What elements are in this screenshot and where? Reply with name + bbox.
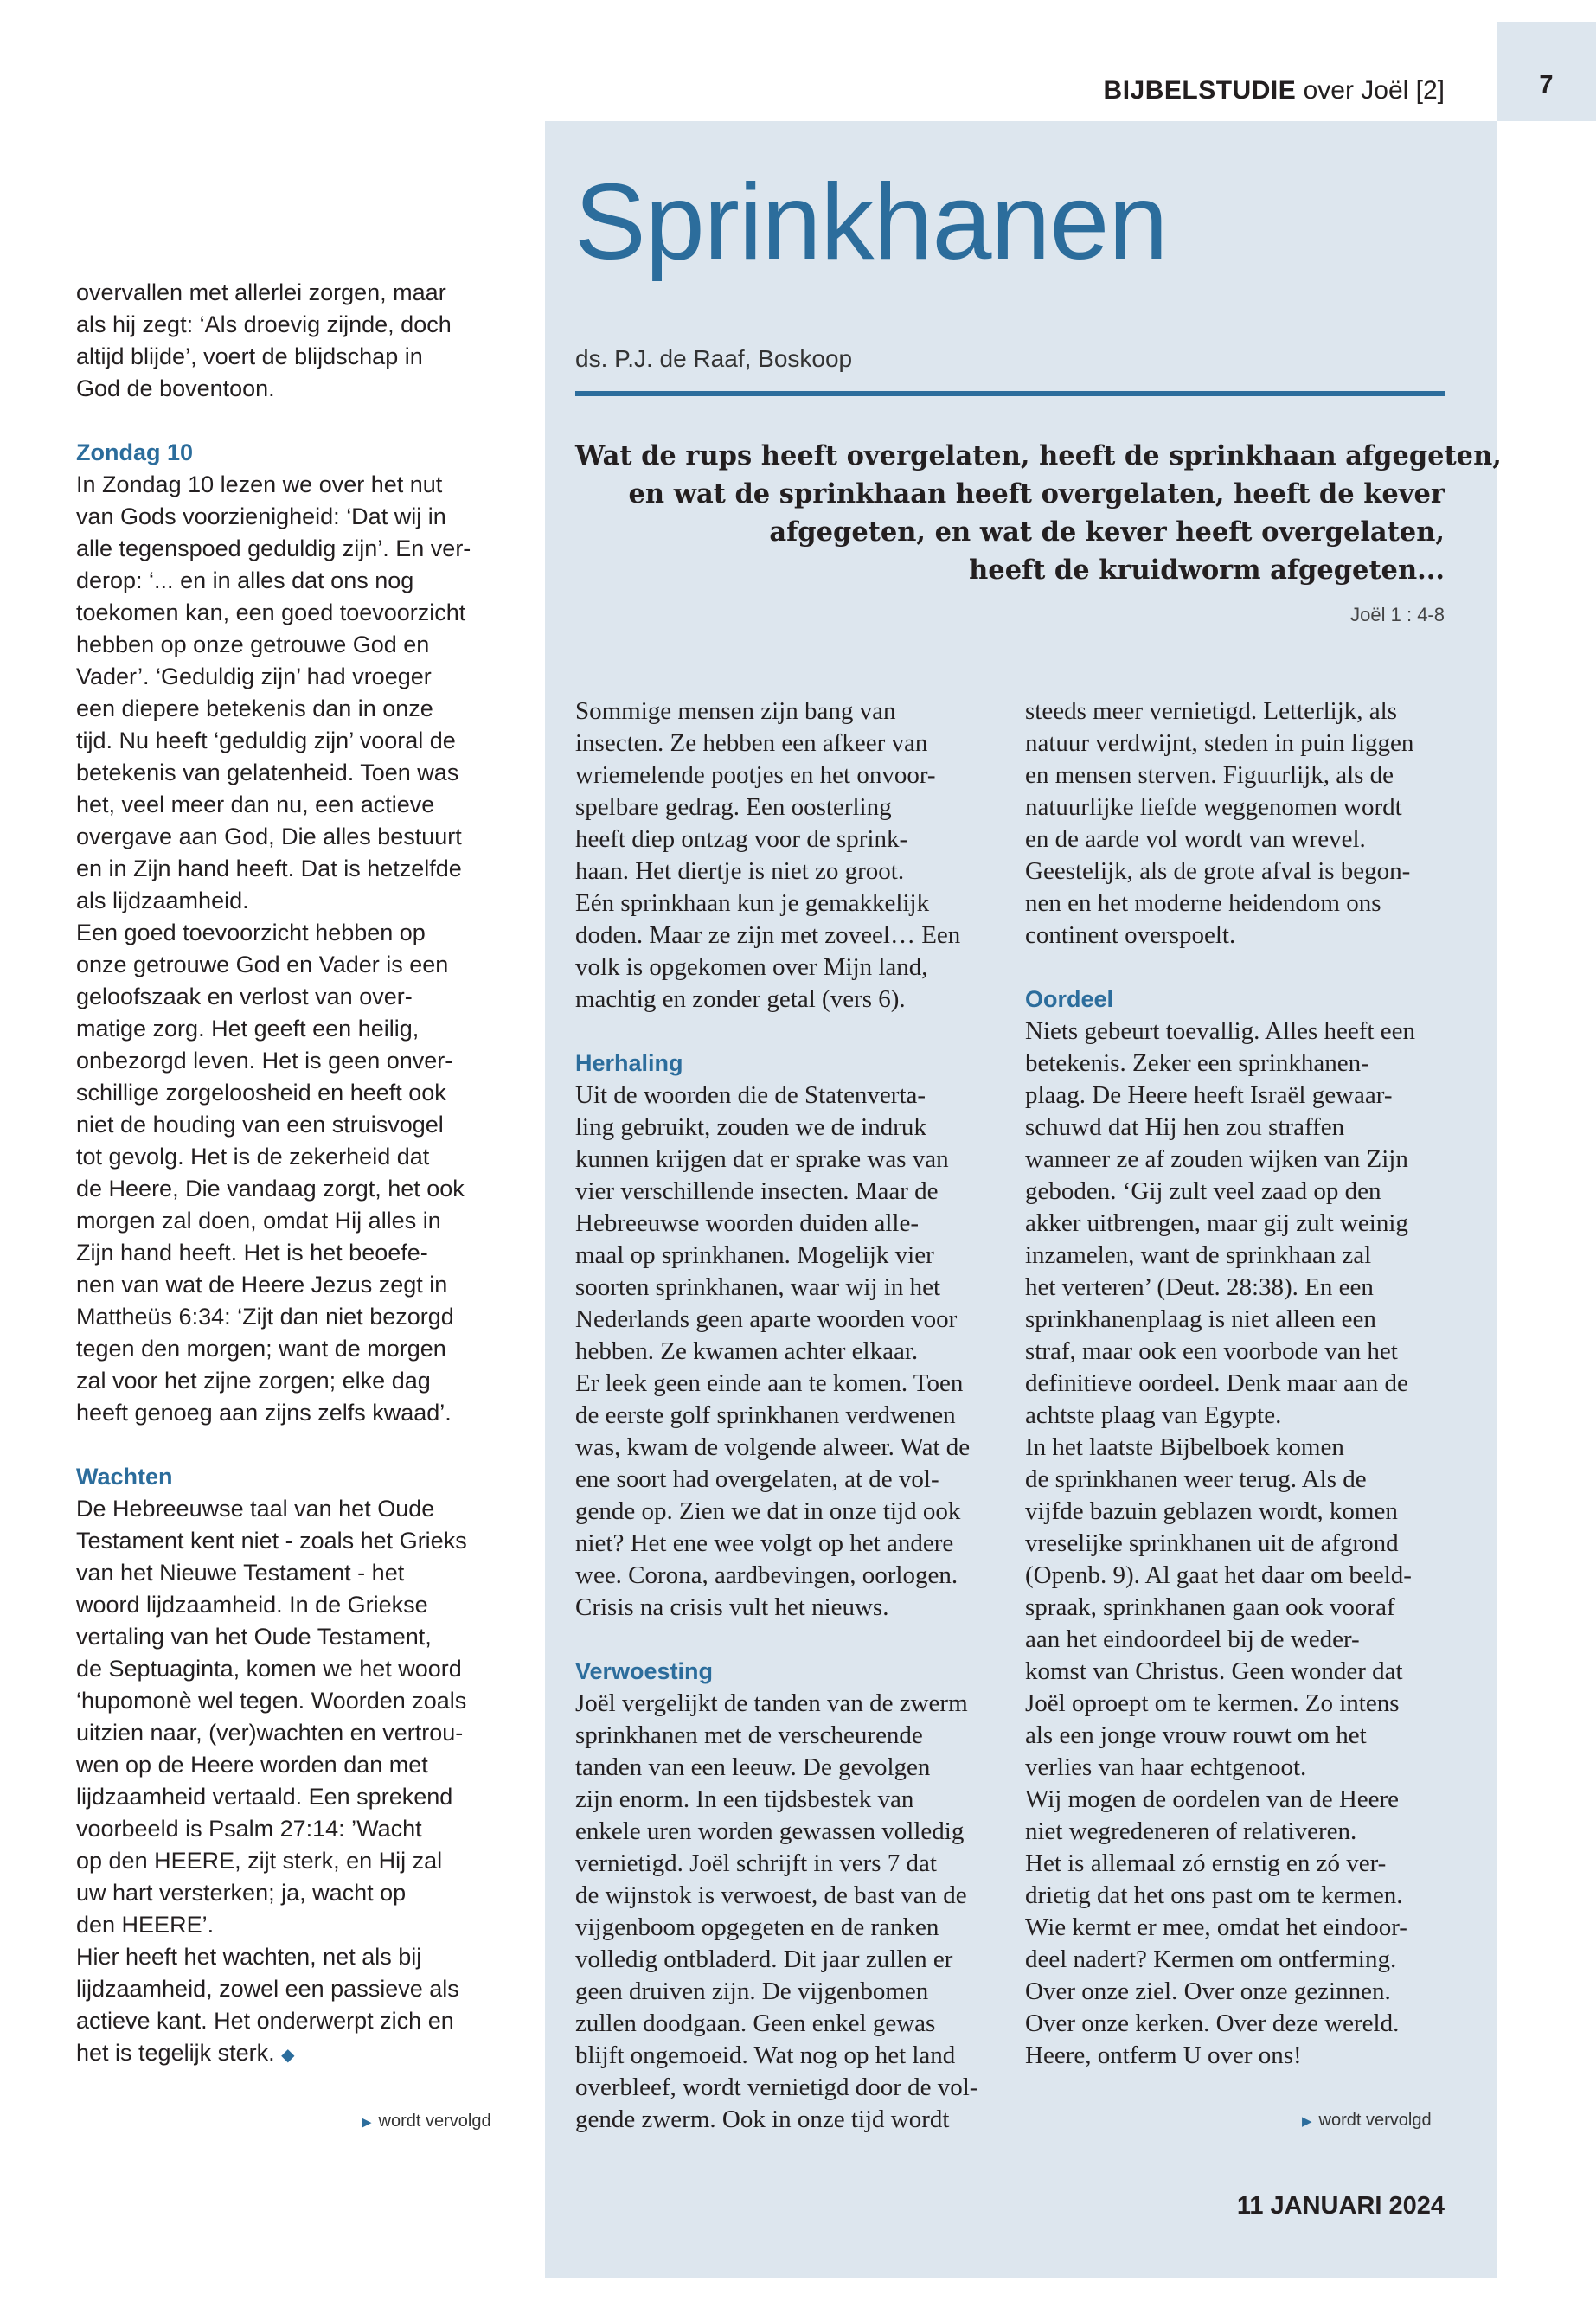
section-heading: Wachten — [76, 1464, 173, 1490]
text-line — [1025, 1752, 1449, 1784]
text-line — [76, 501, 517, 533]
right-column — [1025, 695, 1449, 2072]
text-line-content: vijgenboom opgegeten en de ranken — [575, 1913, 939, 1941]
text-line-content: Joël oproept om te kermen. Zo intens — [1025, 1689, 1400, 1717]
text-line-content: Uit de woorden die de Statenverta- — [575, 1081, 926, 1109]
text-line-content: heeft genoeg aan zijns zelfs kwaad’. — [76, 1400, 452, 1426]
text-line — [1025, 2008, 1449, 2040]
text-line-content: de eerste golf sprinkhanen verdwenen — [575, 1401, 956, 1429]
text-line — [76, 789, 517, 821]
text-line-content: derop: ‘... en in alles dat ons nog — [76, 567, 414, 593]
title-rule — [575, 391, 1445, 396]
text-line-content: deel nadert? Kermen om ontferming. — [1025, 1945, 1397, 1973]
text-line-content: Een goed toevoorzicht hebben op — [76, 920, 426, 945]
article-title: Sprinkhanen — [574, 163, 1168, 282]
text-line-content: Heere, ontferm U over ons! — [1025, 2041, 1302, 2069]
text-line — [1025, 1016, 1449, 1048]
text-line: en de aarde vol wordt van wrevel. — [1025, 825, 1366, 853]
text-line: Sommige mensen zijn bang van — [575, 697, 896, 725]
text-line-content: onbezorgd leven. Het is geen onver- — [76, 1048, 453, 1074]
article-author: ds. P.J. de Raaf, Boskoop — [575, 345, 853, 372]
text-line — [1025, 1368, 1449, 1400]
text-line — [76, 1525, 517, 1557]
text-line — [1025, 1720, 1449, 1752]
text-line — [76, 597, 517, 629]
text-line-content: wanneer ze af zouden wijken van Zijn — [1025, 1145, 1408, 1173]
text-line-content: Mattheüs 6:34: ‘Zijt dan niet bezorgd — [76, 1304, 454, 1330]
running-header — [1104, 76, 1445, 106]
text-line-content: zullen doodgaan. Geen enkel gewas — [575, 2009, 936, 2037]
text-line — [1025, 1880, 1449, 1912]
text-line-content: komst van Christus. Geen wonder dat — [1025, 1657, 1403, 1685]
text-line-content: aan het eindoordeel bij de weder- — [1025, 1625, 1360, 1653]
text-line — [76, 1621, 517, 1653]
text-line-content: spraak, sprinkhanen gaan ook vooraf — [1025, 1593, 1395, 1621]
text-line-content: Testament kent niet - zoals het Grieks — [76, 1528, 467, 1554]
text-line — [1025, 1176, 1449, 1208]
text-line — [76, 1013, 517, 1045]
text-line — [76, 1877, 517, 1909]
text-line-content: de wijnstok is verwoest, de bast van de — [575, 1881, 967, 1909]
text-line-content: lijdzaamheid, zowel een passieve als — [76, 1976, 459, 2002]
text-line-content: achtste plaag van Egypte. — [1025, 1401, 1282, 1429]
text-line-content: Crisis na crisis vult het nieuws. — [575, 1593, 889, 1621]
text-line: haan. Het diertje is niet zo groot. — [575, 857, 905, 885]
text-line-content: tegen den morgen; want de morgen — [76, 1336, 446, 1362]
text-line-content: Wie kermt er mee, omdat het eindoor- — [1025, 1913, 1407, 1941]
text-line-content: de sprinkhanen weer terug. Als de — [1025, 1465, 1367, 1493]
text-line-content: alle tegenspoed geduldig zijn’. En ver- — [76, 535, 471, 561]
text-line — [1025, 1240, 1449, 1272]
text-line-content: onze getrouwe God en Vader is een — [76, 952, 449, 977]
text-line-content: ‘hupomonè wel tegen. Woorden zoals — [76, 1688, 467, 1714]
text-line: heeft diep ontzag voor de sprink- — [575, 825, 908, 853]
text-line-content: lijdzaamheid vertaald. Een sprekend — [76, 1784, 453, 1810]
text-line — [1025, 1912, 1449, 1944]
text-line — [76, 661, 517, 693]
text-line — [76, 565, 517, 597]
text-line — [575, 1560, 990, 1592]
text-line-content: schuwd dat Hij hen zou straffen — [1025, 1113, 1345, 1141]
paragraph-gap — [76, 405, 517, 437]
continued-note-left — [362, 2112, 491, 2131]
text-line — [76, 1045, 517, 1077]
text-line — [76, 1077, 517, 1109]
diamond-end-icon: ◆ — [281, 2046, 295, 2065]
text-line-content: gende op. Zien we dat in onze tijd ook — [575, 1497, 961, 1525]
text-line-content: tijd. Nu heeft ‘geduldig zijn’ vooral de — [76, 727, 456, 753]
quote-reference: Joël 1 : 4-8 — [1350, 604, 1445, 625]
text-line-content: Zijn hand heeft. Het is het beoefe- — [76, 1240, 428, 1266]
text-line-content: geloofszaak en verlost van over- — [76, 984, 413, 1009]
text-line — [76, 1909, 517, 1941]
text-line-content: wee. Corona, aardbevingen, oorlogen. — [575, 1561, 958, 1589]
text-line-content: toekomen kan, een goed toevoorzicht — [76, 599, 466, 625]
text-line — [575, 2072, 990, 2104]
text-line — [76, 1717, 517, 1749]
text-line — [1025, 1144, 1449, 1176]
paragraph-gap — [76, 1429, 517, 1461]
section-heading: Zondag 10 — [76, 439, 194, 465]
text-line — [575, 1176, 990, 1208]
text-line-content: In het laatste Bijbelboek komen — [1025, 1433, 1344, 1461]
text-line — [76, 629, 517, 661]
text-line-content: het, veel meer dan nu, een actieve — [76, 792, 435, 817]
text-line — [575, 1304, 990, 1336]
text-line — [575, 1848, 990, 1880]
page-number: 7 — [1539, 71, 1554, 99]
text-line — [76, 1941, 517, 1973]
text-line — [76, 1333, 517, 1365]
text-line: God de boventoon. — [76, 375, 275, 401]
text-line-content: Het is allemaal zó ernstig en zó ver- — [1025, 1849, 1387, 1877]
text-line-content: woord lijdzaamheid. In de Griekse — [76, 1592, 428, 1618]
text-line — [575, 1240, 990, 1272]
text-line — [76, 853, 517, 885]
middle-column — [575, 695, 990, 2136]
text-line-content: vernietigd. Joël schrijft in vers 7 dat — [575, 1849, 937, 1877]
scripture-quote — [575, 437, 1502, 589]
text-line: Eén sprinkhaan kun je gemakkelijk — [575, 889, 930, 917]
text-line-content: niet de houding van een struisvogel — [76, 1112, 444, 1138]
text-line — [1025, 1688, 1449, 1720]
text-line — [1025, 1400, 1449, 1432]
text-line-content: matige zorg. Het geeft een heilig, — [76, 1016, 420, 1042]
header-series: BIJBELSTUDIE — [1103, 76, 1297, 105]
text-line-content: nen van wat de Heere Jezus zegt in — [76, 1272, 448, 1298]
text-line-content: akker uitbrengen, maar gij zult weinig — [1025, 1209, 1408, 1237]
text-line-content: het is tegelijk sterk. — [76, 2040, 275, 2066]
text-line — [575, 1528, 990, 1560]
text-line-content: als lijdzaamheid. — [76, 888, 249, 913]
text-line — [1025, 1048, 1449, 1080]
text-line-content: zijn enorm. In een tijdsbestek van — [575, 1785, 914, 1813]
text-line — [76, 1781, 517, 1813]
text-line-content: Nederlands geen aparte woorden voor — [575, 1305, 958, 1333]
text-line — [76, 1397, 517, 1429]
text-line-content: inzamelen, want de sprinkhaan zal — [1025, 1241, 1372, 1269]
quote-line: en wat de sprinkhaan heeft overgelaten, heeft de kever — [628, 478, 1445, 510]
text-line — [76, 725, 517, 757]
text-line: machtig en zonder getal (vers 6). — [575, 985, 906, 1013]
text-line-content: vijfde bazuin geblazen wordt, komen — [1025, 1497, 1398, 1525]
text-line — [1025, 1784, 1449, 1816]
text-line — [1025, 1208, 1449, 1240]
text-line: insecten. Ze hebben een afkeer van — [575, 729, 928, 757]
text-line — [1025, 1112, 1449, 1144]
text-line — [1025, 1304, 1449, 1336]
text-line — [1025, 1976, 1449, 2008]
text-line — [575, 1880, 990, 1912]
text-line-content: vreselijke sprinkhanen uit de afgrond — [1025, 1529, 1399, 1557]
text-line — [76, 1301, 517, 1333]
section-heading: Verwoesting — [575, 1658, 714, 1684]
text-line — [575, 2008, 990, 2040]
text-line-content: de Septuaginta, komen we het woord — [76, 1656, 462, 1682]
text-line — [76, 469, 517, 501]
text-line-content: drietig dat het ons past om te kermen. — [1025, 1881, 1403, 1909]
text-line — [575, 1912, 990, 1944]
text-line-content: In Zondag 10 lezen we over het nut — [76, 471, 443, 497]
continued-label: wordt vervolgd — [378, 2112, 491, 2131]
text-line: en mensen sterven. Figuurlijk, als de — [1025, 761, 1394, 789]
text-line-content: een diepere betekenis dan in onze — [76, 695, 433, 721]
text-line-content: (Openb. 9). Al gaat het daar om beeld- — [1025, 1561, 1412, 1589]
text-line-content: betekenis. Zeker een sprinkhanen- — [1025, 1049, 1369, 1077]
text-line — [76, 1973, 517, 2005]
text-line-content: de Heere, Die vandaag zorgt, het ook — [76, 1176, 465, 1202]
text-line — [76, 1109, 517, 1141]
text-line-content: maal op sprinkhanen. Mogelijk vier — [575, 1241, 934, 1269]
text-line: spelbare gedrag. Een oosterling — [575, 793, 892, 821]
quote-line: Wat de rups heeft overgelaten, heeft de sprinkhaan afgegeten, — [575, 440, 1502, 471]
text-line — [1025, 1624, 1449, 1656]
left-column — [76, 277, 517, 2072]
triangle-right-icon: ▶ — [362, 2115, 372, 2130]
text-line — [1025, 1656, 1449, 1688]
text-line — [76, 1749, 517, 1781]
paragraph-gap — [575, 1016, 990, 1048]
text-line-content: straf, maar ook een voorbode van het — [1025, 1337, 1398, 1365]
text-line-content: enkele uren worden gewassen volledig — [575, 1817, 965, 1845]
text-line-content: Hebreeuwse woorden duiden alle- — [575, 1209, 919, 1237]
footer-date: 11 JANUARI 2024 — [1236, 2192, 1445, 2220]
continued-note-right — [1302, 2111, 1432, 2131]
text-line — [575, 1496, 990, 1528]
text-line: overvallen met allerlei zorgen, maar — [76, 279, 446, 305]
text-line: continent overspoelt. — [1025, 921, 1236, 949]
text-line — [1025, 1944, 1449, 1976]
text-line-content: den HEERE’. — [76, 1912, 215, 1938]
text-line: wriemelende pootjes en het onvoor- — [575, 761, 936, 789]
text-line — [575, 1816, 990, 1848]
text-line: doden. Maar ze zijn met zoveel… Een — [575, 921, 961, 949]
text-line — [76, 693, 517, 725]
text-line — [1025, 1816, 1449, 1848]
text-line — [76, 1141, 517, 1173]
text-line-content: sprinkhanenplaag is niet alleen een — [1025, 1305, 1376, 1333]
text-line — [575, 1080, 990, 1112]
text-line: natuurlijke liefde weggenomen wordt — [1025, 793, 1402, 821]
paragraph-gap — [1025, 952, 1449, 984]
text-line — [76, 917, 517, 949]
text-line-content: De Hebreeuwse taal van het Oude — [76, 1496, 435, 1522]
text-line: als hij zegt: ‘Als droevig zijnde, doch — [76, 311, 452, 337]
text-line — [1025, 1464, 1449, 1496]
text-line-content: blijft ongemoeid. Wat nog op het land — [575, 2041, 956, 2069]
text-line — [575, 1432, 990, 1464]
text-line — [1025, 1080, 1449, 1112]
text-line — [76, 1493, 517, 1525]
text-line-content: niet? Het ene wee volgt op het andere — [575, 1529, 954, 1557]
text-line — [575, 1752, 990, 1784]
text-line — [76, 1813, 517, 1845]
text-line — [76, 1685, 517, 1717]
text-line — [76, 1365, 517, 1397]
text-line-content: Wij mogen de oordelen van de Heere — [1025, 1785, 1400, 1813]
text-line — [76, 1237, 517, 1269]
text-line — [76, 949, 517, 981]
text-line: altijd blijde’, voert de blijdschap in — [76, 343, 423, 369]
text-line: volk is opgekomen over Mijn land, — [575, 953, 928, 981]
text-line-content: tanden van een leeuw. De gevolgen — [575, 1753, 931, 1781]
section-heading: Oordeel — [1025, 986, 1114, 1012]
text-line — [1025, 1592, 1449, 1624]
text-line — [575, 2104, 990, 2136]
text-line-content: kunnen krijgen dat er sprake was van — [575, 1145, 949, 1173]
text-line-content: Vader’. ‘Geduldig zijn’ had vroeger — [76, 663, 432, 689]
text-line — [76, 1557, 517, 1589]
text-line-content: geboden. ‘Gij zult veel zaad op den — [1025, 1177, 1381, 1205]
text-line — [1025, 1336, 1449, 1368]
text-line — [575, 1720, 990, 1752]
text-line: nen en het moderne heidendom ons — [1025, 889, 1381, 917]
text-line-content: Hier heeft het wachten, net als bij — [76, 1944, 422, 1970]
text-line-content: op den HEERE, zijt sterk, en Hij zal — [76, 1848, 443, 1874]
text-line-content: volledig ontbladerd. Dit jaar zullen er — [575, 1945, 953, 1973]
text-line — [76, 981, 517, 1013]
text-line-content: van het Nieuwe Testament - het — [76, 1560, 405, 1586]
text-line-content: van Gods voorzienigheid: ‘Dat wij in — [76, 503, 446, 529]
text-line-content: ene soort had overgelaten, at de vol- — [575, 1465, 939, 1493]
text-line-content: en in Zijn hand heeft. Dat is hetzelfde — [76, 856, 462, 881]
continued-label: wordt vervolgd — [1318, 2111, 1432, 2130]
text-line — [76, 1589, 517, 1621]
text-line — [1025, 2040, 1449, 2072]
text-line — [575, 1464, 990, 1496]
text-line-content: actieve kant. Het onderwerpt zich en — [76, 2008, 454, 2034]
quote-line: heeft de kruidworm afgegeten... — [969, 554, 1445, 586]
text-line-content: soorten sprinkhanen, waar wij in het — [575, 1273, 941, 1301]
text-line — [1025, 1432, 1449, 1464]
text-line-content: zal voor het zijne zorgen; elke dag — [76, 1368, 431, 1394]
text-line-content: ling gebruikt, zouden we de indruk — [575, 1113, 926, 1141]
text-line — [575, 1976, 990, 2008]
text-line — [1025, 1528, 1449, 1560]
text-line-content: overbleef, wordt vernietigd door de vol- — [575, 2073, 978, 2101]
text-line-content: niet wegredeneren of relativeren. — [1025, 1817, 1357, 1845]
text-line-content: Er leek geen einde aan te komen. Toen — [575, 1369, 964, 1397]
text-line — [76, 533, 517, 565]
text-line — [76, 1845, 517, 1877]
text-line-content: als een jonge vrouw rouwt om het — [1025, 1721, 1367, 1749]
text-line-content: Over onze ziel. Over onze gezinnen. — [1025, 1977, 1391, 2005]
text-line-content: was, kwam de volgende alweer. Wat de — [575, 1433, 971, 1461]
text-line-content: Over onze kerken. Over deze wereld. — [1025, 2009, 1400, 2037]
text-line — [1025, 1560, 1449, 1592]
text-line — [575, 1368, 990, 1400]
text-line — [76, 821, 517, 853]
text-line-content: uw hart versterken; ja, wacht op — [76, 1880, 407, 1906]
text-line — [575, 1688, 990, 1720]
text-line-content: hebben. Ze kwamen achter elkaar. — [575, 1337, 919, 1365]
triangle-right-icon: ▶ — [1302, 2114, 1312, 2129]
text-line — [76, 2005, 517, 2037]
text-line — [575, 1272, 990, 1304]
text-line-content: morgen zal doen, omdat Hij alles in — [76, 1208, 441, 1234]
text-line — [76, 1653, 517, 1685]
text-line-content: definitieve oordeel. Denk maar aan de — [1025, 1369, 1408, 1397]
text-line — [76, 2037, 517, 2072]
text-line — [76, 1173, 517, 1205]
text-line-content: betekenis van gelatenheid. Toen was — [76, 760, 459, 785]
text-line — [1025, 1272, 1449, 1304]
text-line — [575, 2040, 990, 2072]
text-line: steeds meer vernietigd. Letterlijk, als — [1025, 697, 1398, 725]
text-line-content: vertaling van het Oude Testament, — [76, 1624, 432, 1650]
text-line-content: Joël vergelijkt de tanden van de zwerm — [575, 1689, 968, 1717]
text-line-content: geen druiven zijn. De vijgenbomen — [575, 1977, 929, 2005]
text-line-content: overgave aan God, Die alles bestuurt — [76, 824, 462, 849]
text-line: natuur verdwijnt, steden in puin liggen — [1025, 729, 1414, 757]
text-line — [76, 1269, 517, 1301]
text-line-content: gende zwerm. Ook in onze tijd wordt — [575, 2106, 950, 2133]
text-line — [575, 1592, 990, 1624]
text-line-content: hebben op onze getrouwe God en — [76, 631, 430, 657]
text-line — [76, 1205, 517, 1237]
text-line-content: plaag. De Heere heeft Israël gewaar- — [1025, 1081, 1393, 1109]
header-topic: over Joël [2] — [1303, 76, 1445, 105]
text-line-content: het verteren’ (Deut. 28:38). En een — [1025, 1273, 1374, 1301]
text-line-content: schillige zorgeloosheid en heeft ook — [76, 1080, 446, 1106]
text-line — [575, 1944, 990, 1976]
text-line-content: voorbeeld is Psalm 27:14: ’Wacht — [76, 1816, 422, 1842]
text-line-content: wen op de Heere worden dan met — [76, 1752, 428, 1778]
text-line — [76, 757, 517, 789]
text-line-content: vier verschillende insecten. Maar de — [575, 1177, 939, 1205]
text-line — [1025, 1496, 1449, 1528]
text-line — [575, 1400, 990, 1432]
text-line-content: Niets gebeurt toevallig. Alles heeft een — [1025, 1017, 1415, 1045]
text-line-content: sprinkhanen met de verscheurende — [575, 1721, 923, 1749]
quote-line: afgegeten, en wat de kever heeft overgelaten, — [769, 516, 1445, 548]
text-line — [575, 1112, 990, 1144]
text-line — [575, 1336, 990, 1368]
text-line — [1025, 1848, 1449, 1880]
paragraph-gap — [575, 1624, 990, 1656]
text-line-content: verlies van haar echtgenoot. — [1025, 1753, 1307, 1781]
text-line — [575, 1784, 990, 1816]
text-line — [76, 885, 517, 917]
section-heading: Herhaling — [575, 1050, 683, 1076]
text-line — [575, 1208, 990, 1240]
text-line — [575, 1144, 990, 1176]
text-line: Geestelijk, als de grote afval is begon- — [1025, 857, 1411, 885]
text-line-content: uitzien naar, (ver)wachten en vertrou- — [76, 1720, 464, 1746]
text-line-content: tot gevolg. Het is de zekerheid dat — [76, 1144, 430, 1170]
